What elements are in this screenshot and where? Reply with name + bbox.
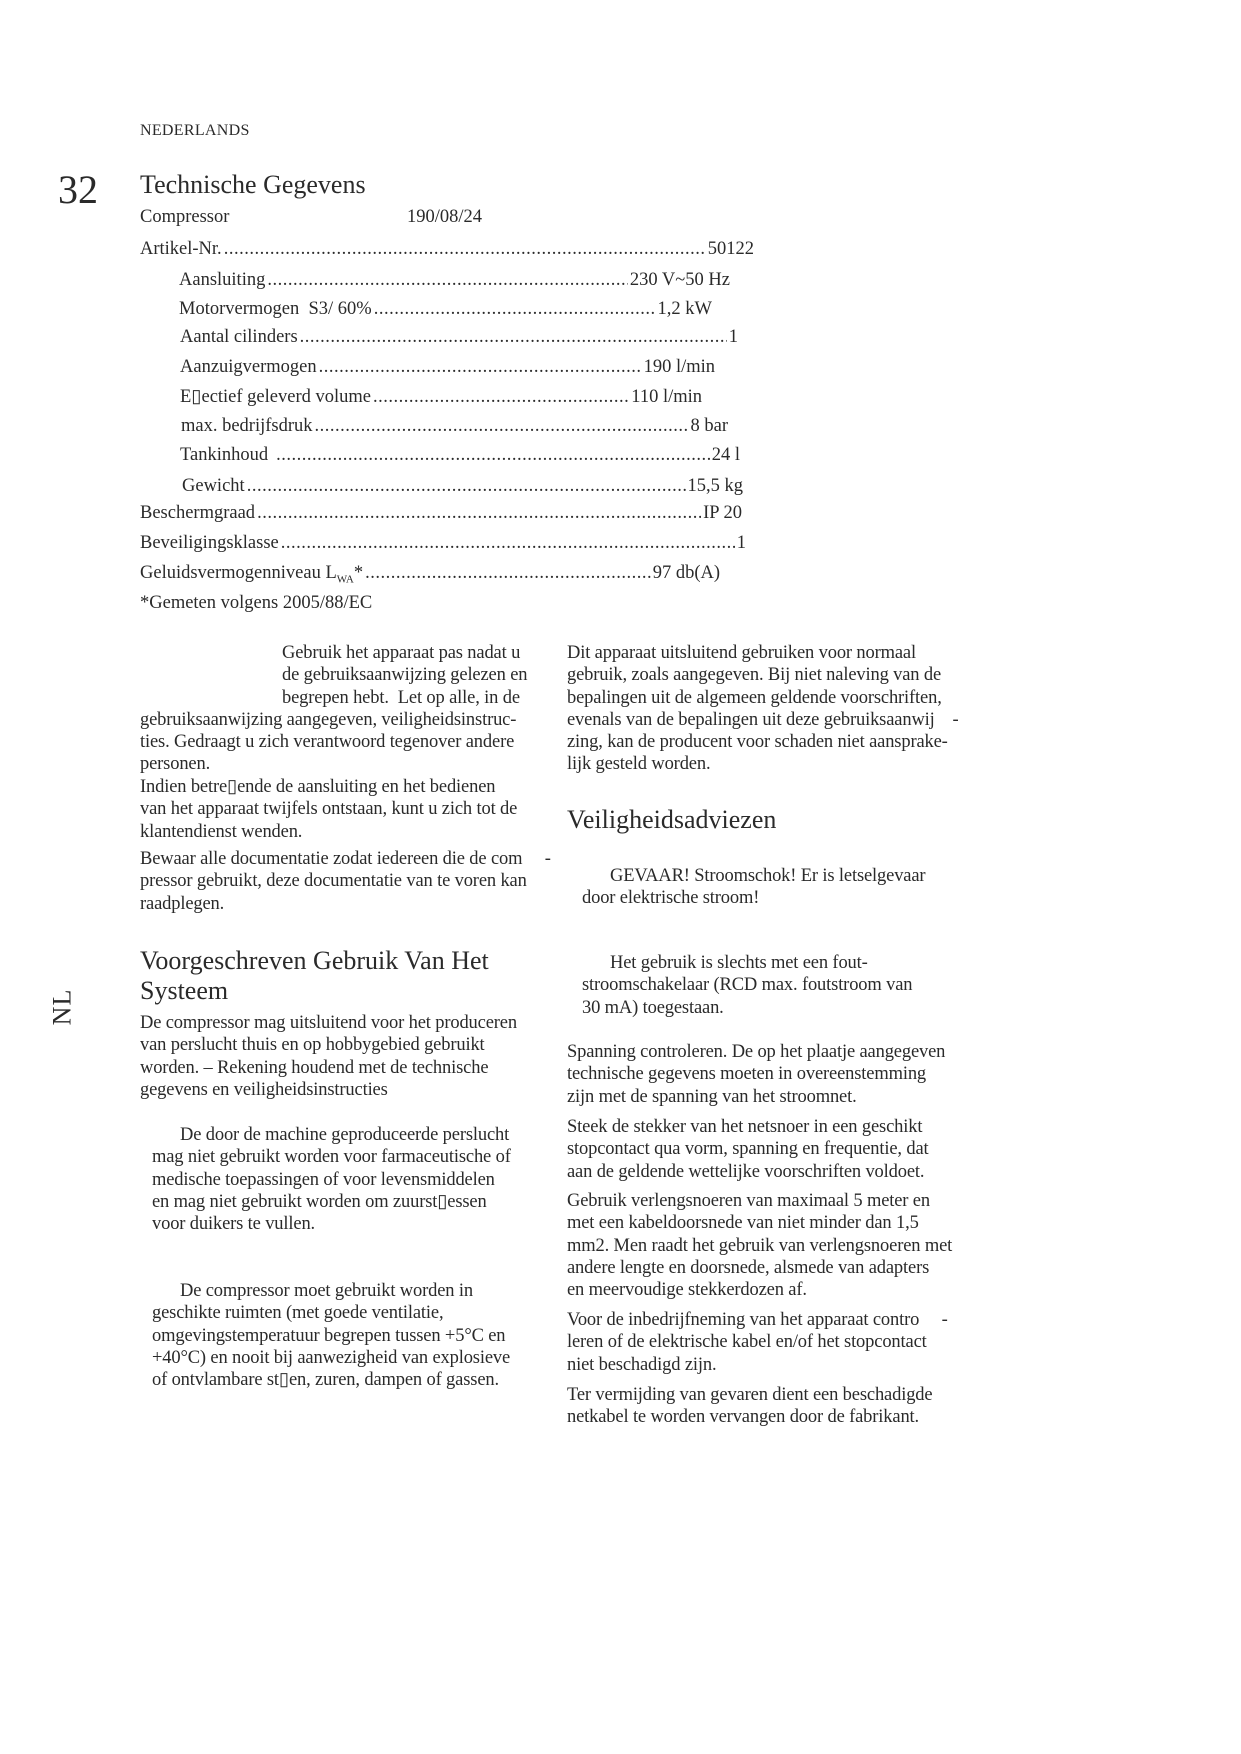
spec-label: Aansluiting [179, 270, 266, 290]
text-line: zijn met de spanning van het stroomnet. [567, 1086, 857, 1107]
text-line: begrepen hebt. Let op alle, in de [282, 687, 520, 708]
text-line: Bewaar alle documentatie zodat iedereen die de com - [140, 849, 551, 869]
text-line: Het gebruik is slechts met een fout- [610, 953, 868, 973]
text-line: de gebruiksaanwijzing gelezen en [282, 665, 528, 686]
documentation-paragraph [140, 848, 551, 915]
spec-row [180, 327, 738, 351]
spec-footnote: *Gemeten volgens 2005/88/EC [140, 593, 373, 613]
extension-cord-paragraph [567, 1190, 952, 1301]
spec-label: E▯ectief geleverd volume [180, 387, 371, 407]
text-line: Spanning controleren. De op het plaatje aangegeven [567, 1042, 946, 1062]
spec-row [140, 239, 754, 263]
spec-row [181, 416, 728, 440]
spec-label: max. bedrijfsdruk [181, 416, 313, 436]
text-line: van het apparaat twijfels ontstaan, kunt u zich tot de [140, 799, 518, 820]
intended-use-heading [140, 946, 489, 1006]
text-line: mag niet gebruikt worden voor farmaceutische of [152, 1147, 511, 1168]
text-line: medische toepassingen of voor levensmiddelen [152, 1169, 495, 1190]
text-line: met een kabeldoorsnede van niet minder dan 1,5 [567, 1213, 919, 1234]
spec-row [179, 270, 730, 294]
spec-value: 8 bar [690, 416, 728, 436]
text-line: van perslucht thuis en op hobbygebied gebruikt [140, 1035, 485, 1056]
text-line: geschikte ruimten (met goede ventilatie, [152, 1303, 444, 1324]
voltage-paragraph [567, 1041, 945, 1108]
language-header: NEDERLANDS [140, 122, 250, 139]
text-line: gegevens en veiligheidsinstructies [140, 1079, 388, 1100]
spec-row [182, 476, 743, 500]
text-line: ties. Gedraagt u zich verantwoord tegenover andere [140, 732, 515, 753]
text-line: netkabel te worden vervangen door de fabrikant. [567, 1407, 920, 1428]
product-label: Compressor [140, 207, 230, 227]
text-line: De compressor moet gebruikt worden in [180, 1281, 473, 1301]
spec-value: 230 V~50 Hz [629, 270, 730, 290]
text-line: Systeem [140, 976, 229, 1005]
text-line: Voor de inbedrijfneming van het apparaat contro - [567, 1310, 948, 1330]
spec-value: 24 l [711, 445, 740, 465]
spec-label: Tankinhoud [180, 445, 269, 465]
danger-warning [582, 865, 925, 910]
plug-paragraph [567, 1116, 929, 1183]
page-number: 32 [58, 167, 98, 212]
intro-paragraph [140, 642, 527, 776]
text-line: gebruik, zoals aangegeven. Bij niet naleving van de [567, 665, 942, 686]
spec-value: 190 l/min [643, 357, 715, 377]
rcd-warning [582, 952, 912, 1019]
environment-warning [152, 1280, 510, 1391]
spec-label: Beschermgraad [140, 503, 256, 523]
text-line: stroomschakelaar (RCD max. foutstroom van [582, 975, 913, 996]
side-language-tab: NL [47, 988, 77, 1026]
intended-use-paragraph [140, 1012, 517, 1101]
spec-row [140, 503, 742, 527]
text-line: technische gegevens moeten in overeenstemming [567, 1064, 927, 1085]
contact-paragraph [140, 776, 517, 843]
text-line: De door de machine geproduceerde perslucht [180, 1125, 510, 1145]
text-line: of ontvlambare st▯en, zuren, dampen of gassen. [152, 1370, 499, 1391]
text-line: pressor gebruikt, deze documentatie van te voren kan [140, 871, 527, 892]
spec-row [179, 299, 712, 323]
text-line: GEVAAR! Stroomschok! Er is letselgevaar [610, 866, 926, 886]
text-line: stopcontact qua vorm, spanning en frequentie, dat [567, 1139, 929, 1160]
text-line: raadplegen. [140, 893, 225, 914]
text-line: Ter vermijding van gevaren dient een beschadigde [567, 1385, 933, 1405]
text-line: andere lengte en doorsnede, alsmede van adapters [567, 1257, 930, 1278]
text-line: en mag niet gebruikt worden om zuurst▯essen [152, 1191, 487, 1212]
product-model: 190/08/24 [407, 207, 483, 227]
text-line: +40°C) en nooit bij aanwezigheid van explosieve [152, 1347, 511, 1368]
spec-row [180, 386, 702, 410]
text-line: personen. [140, 754, 211, 775]
spec-label: Aanzuigvermogen [180, 357, 317, 377]
text-line: evenals van de bepalingen uit deze gebruiksaanwij - [567, 709, 959, 730]
spec-label: Aantal cilinders [180, 327, 298, 347]
text-line: niet beschadigd zijn. [567, 1354, 717, 1375]
spec-row [180, 357, 715, 381]
text-line: Gebruik verlengsnoeren van maximaal 5 meter en [567, 1191, 930, 1211]
text-line: en meervoudige stekkerdozen af. [567, 1280, 807, 1301]
text-line: omgevingstemperatuur begrepen tussen +5°C en [152, 1325, 506, 1346]
normal-use-paragraph [567, 642, 959, 776]
text-line: gebruiksaanwijzing aangegeven, veiligheidsinstruc- [140, 709, 517, 730]
text-line: Steek de stekker van het netsnoer in een geschikt [567, 1117, 923, 1137]
spec-label: Beveiligingsklasse [140, 533, 279, 553]
spec-label: Motorvermogen S3/ 60% [179, 299, 372, 319]
spec-value: 1 [728, 327, 738, 347]
text-line: door elektrische stroom! [582, 888, 760, 909]
safety-heading: Veiligheidsadviezen [567, 805, 777, 834]
spec-label: Geluidsvermogenniveau $L_{WA}*$ [140, 563, 364, 586]
spec-value: 1 [736, 533, 746, 553]
text-line: mm2. Men raadt het gebruik van verlengsnoeren met [567, 1235, 953, 1256]
spec-value: IP 20 [703, 503, 742, 523]
spec-row [140, 533, 746, 557]
text-line: 30 mA) toegestaan. [582, 997, 724, 1018]
spec-value: 110 l/min [631, 387, 702, 407]
spec-value: 50122 [707, 239, 754, 259]
spec-row [140, 563, 720, 587]
cable-check-paragraph [567, 1309, 948, 1376]
text-line: Gebruik het apparaat pas nadat u [282, 643, 521, 663]
text-line: leren of de elektrische kabel en/of het stopcontact [567, 1332, 927, 1353]
text-line: bepalingen uit de algemeen geldende voorschriften, [567, 687, 942, 708]
text-line: klantendienst wenden. [140, 821, 303, 842]
spec-label: Artikel-Nr. [140, 239, 222, 259]
text-line: lijk gesteld worden. [567, 754, 711, 775]
text-line: zing, kan de producent voor schaden niet aansprake- [567, 732, 948, 753]
text-line: voor duikers te vullen. [152, 1214, 316, 1235]
text-line: Voorgeschreven Gebruik Van Het [140, 946, 489, 975]
text-line: De compressor mag uitsluitend voor het produceren [140, 1013, 517, 1033]
spec-label: Gewicht [182, 476, 245, 496]
air-use-warning [152, 1124, 511, 1235]
spec-row [180, 445, 740, 469]
spec-value: 15,5 kg [687, 476, 743, 496]
spec-value: 1,2 kW [657, 299, 712, 319]
text-line: worden. – Rekening houdend met de technische [140, 1057, 489, 1078]
spec-value: 97 db(A) [652, 563, 720, 583]
text-line: aan de geldende wettelijke voorschriften voldoet. [567, 1161, 925, 1182]
damaged-cable-paragraph [567, 1384, 932, 1429]
specs-title: Technische Gegevens [140, 170, 366, 199]
text-line: Indien betre▯ende de aansluiting en het bedienen [140, 777, 496, 797]
text-line: Dit apparaat uitsluitend gebruiken voor normaal [567, 643, 916, 663]
